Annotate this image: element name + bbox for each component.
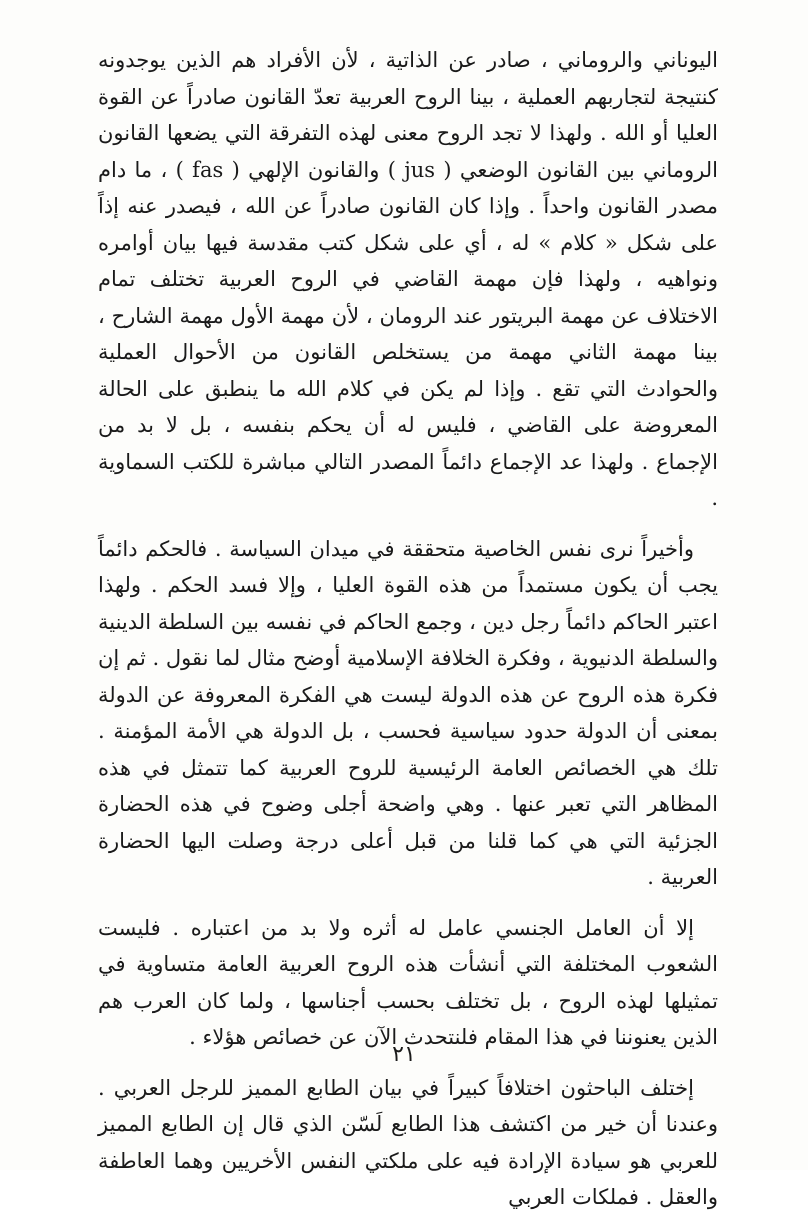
paragraph-3: إلا أن العامل الجنسي عامل له أثره ولا بد من اعتباره . فليست الشعوب المختلفة التي أنشأت هذه الروح العربية العامة متساوية في تمثيلها لهذه الروح ، بل تختلف بحسب أجناسها ، ولما كان العرب هم الذين يعنوننا في هذا المقام فلنتحدث الآن عن خصائص هؤلاء . [98,915,718,1049]
body-text [98,42,718,1216]
paragraph-2: وأخيراً نرى نفس الخاصية متحققة في ميدان السياسة . فالحكم دائماً يجب أن يكون مستمداً من هذه القوة العليا ، وإلا فسد الحكم . ولهذا اعتبر الحاكم دائماً رجل دين ، وجمع الحاكم في نفسه بين السلطة الدينية والسلطة الدنيوية ، وفكرة الخلافة الإسلامية أوضح مثال لما نقول . ثم إن فكرة هذه الروح عن هذه الدولة ليست هي الفكرة المعروفة عن الدولة بمعنى أن الدولة حدود سياسية فحسب ، بل الدولة هي الأمة المؤمنة . تلك هي الخصائص العامة الرئيسية للروح العربية كما تتمثل في هذه المظاهر التي تعبر عنها . وهي واضحة أجلى وضوح في هذه الحضارة الجزئية التي هي كما قلنا من قبل أعلى درجة وصلت اليها الحضارة العربية . [98,536,718,889]
paragraph-1: اليوناني والروماني ، صادر عن الذاتية ، لأن الأفراد هم الذين يوجدونه كنتيجة لتجاربهم العملية ، بينا الروح العربية تعدّ القانون صادراً عن القوة العليا أو الله . ولهذا لا تجد الروح معنى لهذه التفرقة التي يضعها القانون الروماني بين القانون الوضعي ( jus ) والقانون الإلهي ( fas ) ، ما دام مصدر القانون واحداً . وإذا كان القانون صادراً عن الله ، فيصدر عنه إذاً على شكل « كلام » له ، أي على شكل كتب مقدسة فيها بيان أوامره ونواهيه ، ولهذا فإن مهمة القاضي في الروح العربية تختلف تمام الاختلاف عن مهمة البريتور عند الرومان ، لأن مهمة الأول مهمة الشارح ، بينا مهمة الثاني مهمة من يستخلص القانون من الأحوال العملية والحوادث التي تقع . وإذا لم يكن في كلام الله ما ينطبق على الحالة المعروضة على القاضي ، فليس له أن يحكم بنفسه ، بل لا بد من الإجماع . ولهذا عد الإجماع دائماً المصدر التالي مباشرة للكتب السماوية . [98,48,718,510]
paragraph-4: إختلف الباحثون اختلافاً كبيراً في بيان الطابع المميز للرجل العربي . وعندنا أن خير من اكتشف هذا الطابع لَسّن الذي قال إن الطابع المميز للعربي هو سيادة الإرادة فيه على ملكتي النفس الأخريين وهما العاطفة والعقل . فملكات العربي [98,1075,718,1209]
page-number: ٢١ [392,1042,416,1067]
